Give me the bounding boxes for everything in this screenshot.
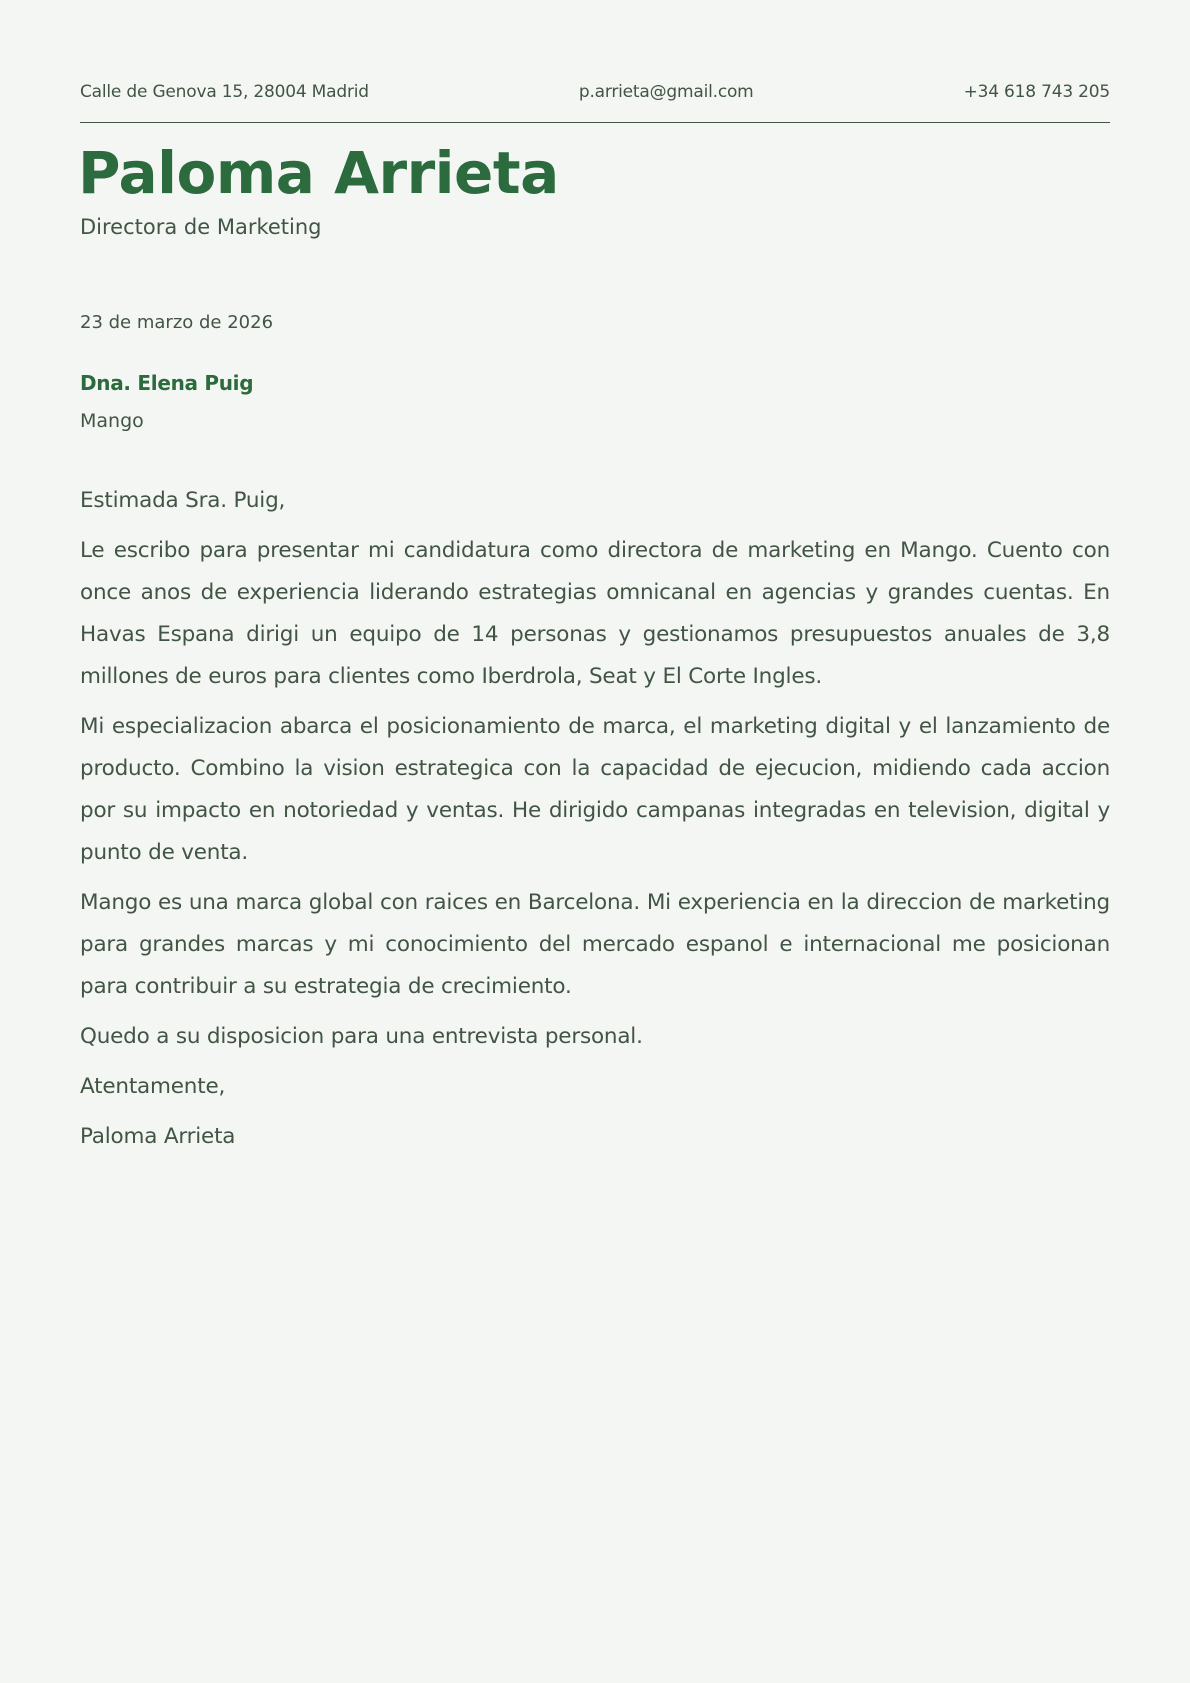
paragraph: Quedo a su disposicion para una entrevista personal. [80,1024,643,1049]
sender-name: Paloma Arrieta [78,139,559,207]
paragraph: Le escribo para presentar mi candidatura como directora de marketing en Mango. Cuento con once anos de experiencia liderando estrategias omnicanal en agencias y grandes cuentas. En Havas Espana dirigi un equipo de 14 personas y gestionamos presupuestos anuales de 3,8 millones de euros para clientes como Iberdrola, Seat y El Corte Ingles. [80,538,1110,689]
letter-date: 23 de marzo de 2026 [80,312,274,333]
closing: Atentamente, [80,1074,226,1099]
phone: +34 618 743 205 [963,82,1110,102]
sender-role: Directora de Marketing [80,215,322,239]
salutation: Estimada Sra. Puig, [80,488,286,513]
address: Calle de Genova 15, 28004 Madrid [80,82,369,102]
recipient-company: Mango [80,410,144,432]
recipient-name: Dna. Elena Puig [80,371,254,395]
paragraph: Mango es una marca global con raices en Barcelona. Mi experiencia en la direccion de marketing para grandes marcas y mi conocimiento del mercado espanol e internacional me posicionan para contribuir a su estrategia de crecimiento. [80,890,1110,999]
letter-body [80,480,1110,1166]
email: p.arrieta@gmail.com [578,82,754,102]
paragraph: Mi especializacion abarca el posicionamiento de marca, el marketing digital y el lanzamiento de producto. Combino la vision estrategica con la capacidad de ejecucion, midiendo cada accion por su impacto en notoriedad y ventas. He dirigido campanas integradas en television, digital y punto de venta. [80,714,1110,865]
header-divider [80,122,1110,123]
signature: Paloma Arrieta [80,1124,236,1149]
contact-bar [80,82,1110,102]
